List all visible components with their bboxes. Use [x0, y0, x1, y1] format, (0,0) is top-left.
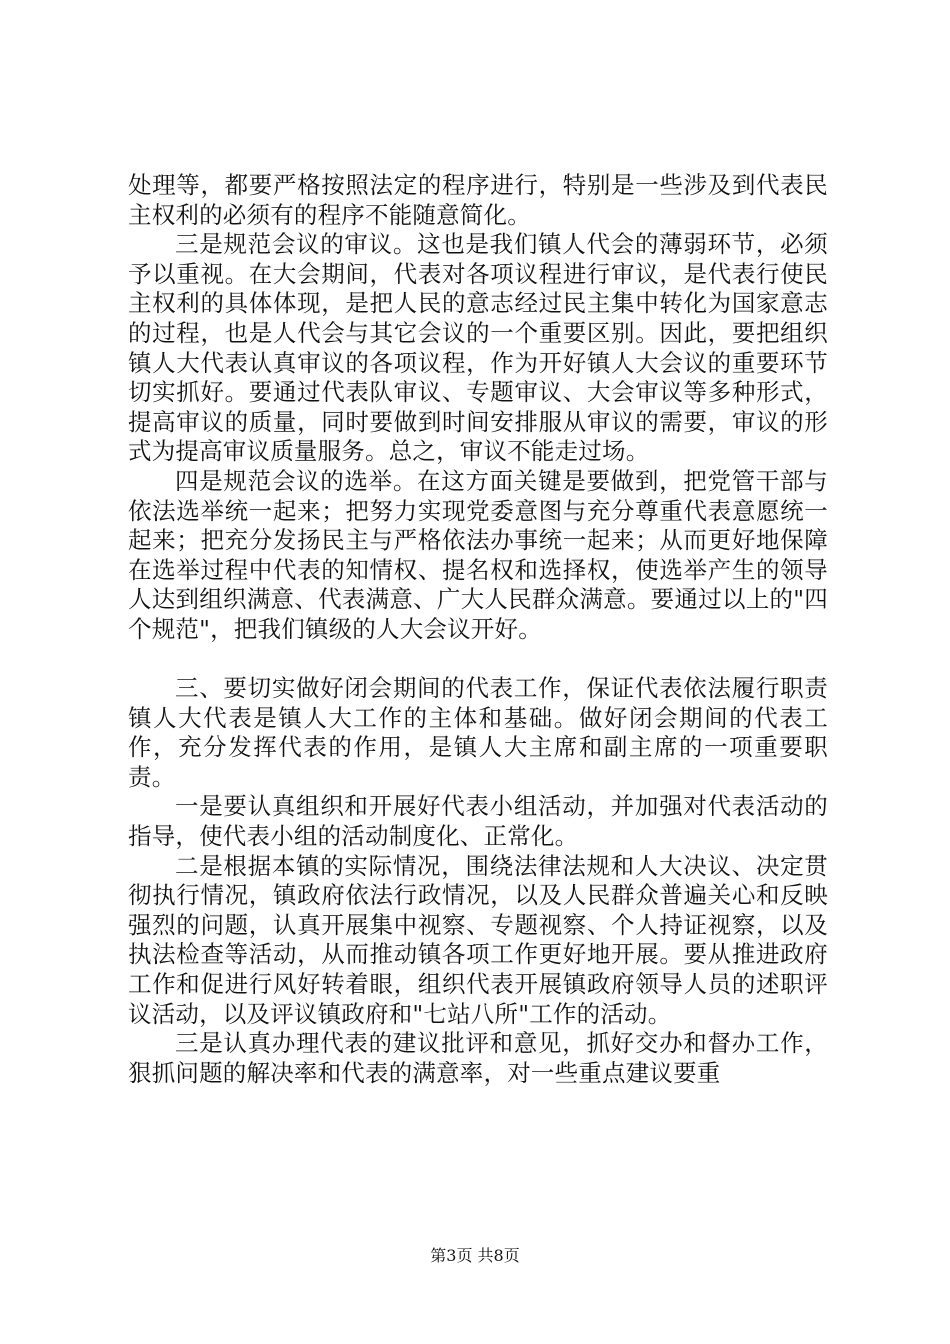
paragraph-section-three: 三、要切实做好闭会期间的代表工作，保证代表依法履行职责镇人大代表是镇人大工作的主体和基础。做好闭会期间的代表工作，充分发挥代表的作用，是镇人大主席和副主席的一项重要职责。	[128, 674, 828, 791]
page-number-footer: 第3页 共8页	[430, 1246, 520, 1265]
paragraph-continuation: 处理等，都要严格按照法定的程序进行，特别是一些涉及到代表民主权利的必须有的程序不能随意简化。	[128, 171, 828, 229]
paragraph-election: 四是规范会议的选举。在这方面关键是要做到，把党管干部与依法选举统一起来；把努力实现党委意图与充分尊重代表意愿统一起来；把充分发扬民主与严格依法办事统一起来；从而更好地保障在选举过程中代表的知情权、提名权和选择权，使选举产生的领导人达到组织满意、代表满意、广大人民群众满意。要通过以上的"四个规范"，把我们镇级的人大会议开好。	[128, 466, 828, 643]
paragraph-review: 三是规范会议的审议。这也是我们镇人代会的薄弱环节，必须予以重视。在大会期间，代表对各项议程进行审议，是代表行使民主权利的具体体现，是把人民的意志经过民主集中转化为国家意志的过程，也是人代会与其它会议的一个重要区别。因此，要把组织镇人大代表认真审议的各项议程，作为开好镇人大会议的重要环节切实抓好。要通过代表队审议、专题审议、大会审议等多种形式，提高审议的质量，同时要做到时间安排服从审议的需要，审议的形式为提高审议质量服务。总之，审议不能走过场。	[128, 230, 828, 466]
paragraph-item-three: 三是认真办理代表的建议批评和意见，抓好交办和督办工作，狠抓问题的解决率和代表的满意率，对一些重点建议要重	[128, 1029, 828, 1087]
paragraph-item-one: 一是要认真组织和开展好代表小组活动，并加强对代表活动的指导，使代表小组的活动制度化、正常化。	[128, 792, 828, 851]
paragraph-item-two: 二是根据本镇的实际情况，围绕法律法规和人大决议、决定贯彻执行情况，镇政府依法行政情况，以及人民群众普遍关心和反映强烈的问题，认真开展集中视察、专题视察、个人持证视察，以及执法检查等活动，从而推动镇各项工作更好地开展。要从推进政府工作和促进行风好转着眼，组织代表开展镇政府领导人员的述职评议活动，以及评议镇政府和"七站八所"工作的活动。	[128, 851, 828, 1028]
document-body	[128, 171, 828, 1088]
